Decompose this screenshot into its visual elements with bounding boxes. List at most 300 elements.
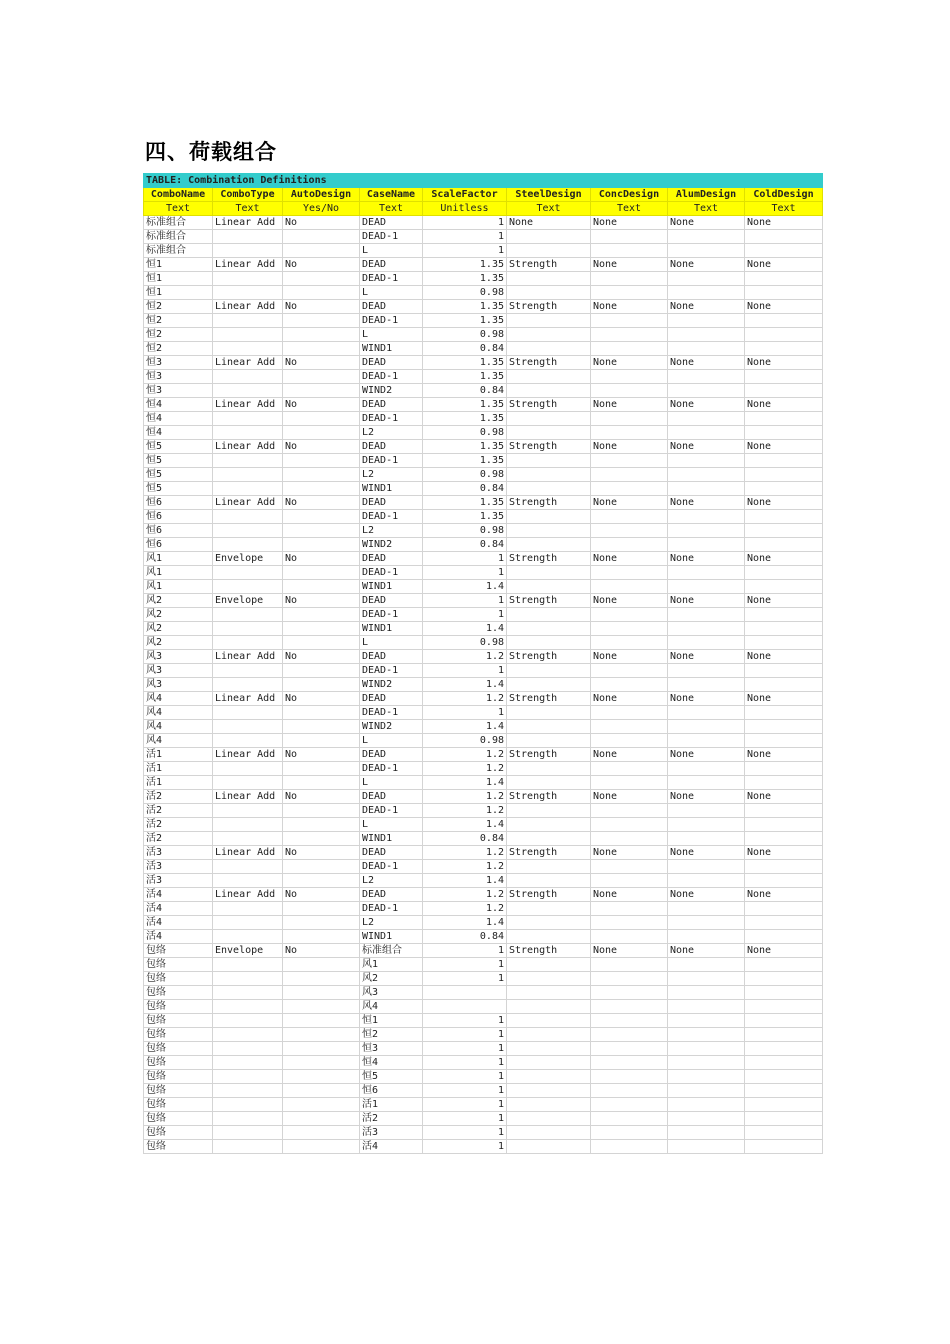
conc-design-cell (591, 622, 668, 636)
combo-type-cell: Linear Add (213, 300, 283, 314)
conc-design-cell (591, 426, 668, 440)
table-row (144, 594, 823, 608)
column-header: CaseName (360, 188, 423, 202)
alum-design-cell (668, 328, 745, 342)
combo-type-cell (213, 1056, 283, 1070)
table-row (144, 930, 823, 944)
conc-design-cell (591, 370, 668, 384)
steel-design-cell (507, 818, 591, 832)
case-name-cell: DEAD (360, 846, 423, 860)
conc-design-cell (591, 384, 668, 398)
conc-design-cell (591, 734, 668, 748)
table-row (144, 664, 823, 678)
steel-design-cell (507, 1140, 591, 1154)
combo-name-cell: 活2 (144, 804, 213, 818)
cold-design-cell (745, 1000, 823, 1014)
cold-design-cell (745, 1126, 823, 1140)
steel-design-cell (507, 230, 591, 244)
case-name-cell: DEAD-1 (360, 510, 423, 524)
alum-design-cell (668, 608, 745, 622)
combo-name-cell: 包络 (144, 944, 213, 958)
unit-cell: Yes/No (283, 202, 360, 216)
case-name-cell: DEAD-1 (360, 454, 423, 468)
table-row (144, 468, 823, 482)
cold-design-cell (745, 1084, 823, 1098)
auto-design-cell (283, 818, 360, 832)
case-name-cell: DEAD (360, 692, 423, 706)
unit-cell: Unitless (423, 202, 507, 216)
table-row (144, 678, 823, 692)
scale-factor-cell: 1 (423, 1126, 507, 1140)
alum-design-cell (668, 244, 745, 258)
alum-design-cell (668, 622, 745, 636)
combo-type-cell (213, 426, 283, 440)
scale-factor-cell: 1.35 (423, 510, 507, 524)
alum-design-cell (668, 510, 745, 524)
alum-design-cell (668, 720, 745, 734)
scale-factor-cell: 0.84 (423, 384, 507, 398)
cold-design-cell: None (745, 300, 823, 314)
cold-design-cell: None (745, 594, 823, 608)
combo-name-cell: 活4 (144, 930, 213, 944)
conc-design-cell: None (591, 216, 668, 230)
combo-type-cell (213, 664, 283, 678)
cold-design-cell (745, 1028, 823, 1042)
cold-design-cell (745, 1140, 823, 1154)
case-name-cell: DEAD-1 (360, 804, 423, 818)
steel-design-cell (507, 1000, 591, 1014)
conc-design-cell (591, 776, 668, 790)
alum-design-cell (668, 832, 745, 846)
combo-name-cell: 恒6 (144, 510, 213, 524)
combo-type-cell: Linear Add (213, 846, 283, 860)
combo-name-cell: 包络 (144, 1028, 213, 1042)
table-row (144, 552, 823, 566)
conc-design-cell (591, 1140, 668, 1154)
scale-factor-cell: 1.4 (423, 776, 507, 790)
scale-factor-cell: 0.98 (423, 524, 507, 538)
combo-name-cell: 风1 (144, 580, 213, 594)
combo-name-cell: 风2 (144, 636, 213, 650)
cold-design-cell (745, 370, 823, 384)
scale-factor-cell: 1 (423, 944, 507, 958)
combo-name-cell: 恒6 (144, 496, 213, 510)
cold-design-cell (745, 482, 823, 496)
table-row (144, 608, 823, 622)
alum-design-cell (668, 580, 745, 594)
combo-type-cell (213, 734, 283, 748)
case-name-cell: 恒6 (360, 1084, 423, 1098)
steel-design-cell (507, 664, 591, 678)
auto-design-cell (283, 314, 360, 328)
alum-design-cell: None (668, 216, 745, 230)
steel-design-cell (507, 1112, 591, 1126)
combo-type-cell (213, 1112, 283, 1126)
cold-design-cell (745, 776, 823, 790)
cold-design-cell: None (745, 888, 823, 902)
combo-name-cell: 恒3 (144, 384, 213, 398)
auto-design-cell (283, 328, 360, 342)
case-name-cell: DEAD (360, 496, 423, 510)
conc-design-cell (591, 468, 668, 482)
combo-name-cell: 包络 (144, 972, 213, 986)
conc-design-cell (591, 328, 668, 342)
cold-design-cell (745, 580, 823, 594)
table-row (144, 342, 823, 356)
steel-design-cell (507, 538, 591, 552)
combo-name-cell: 活2 (144, 832, 213, 846)
auto-design-cell: No (283, 552, 360, 566)
combo-name-cell: 标准组合 (144, 230, 213, 244)
auto-design-cell: No (283, 356, 360, 370)
scale-factor-cell: 1 (423, 1084, 507, 1098)
cold-design-cell (745, 426, 823, 440)
scale-factor-cell: 1 (423, 972, 507, 986)
column-header: ConcDesign (591, 188, 668, 202)
scale-factor-cell: 0.98 (423, 426, 507, 440)
auto-design-cell (283, 566, 360, 580)
combo-type-cell: Linear Add (213, 888, 283, 902)
conc-design-cell (591, 804, 668, 818)
cold-design-cell (745, 972, 823, 986)
table-row (144, 1042, 823, 1056)
case-name-cell: L (360, 818, 423, 832)
auto-design-cell (283, 1084, 360, 1098)
cold-design-cell (745, 958, 823, 972)
scale-factor-cell: 0.84 (423, 538, 507, 552)
alum-design-cell (668, 566, 745, 580)
combo-type-cell (213, 1014, 283, 1028)
conc-design-cell (591, 580, 668, 594)
cold-design-cell (745, 1042, 823, 1056)
alum-design-cell (668, 538, 745, 552)
cold-design-cell (745, 1098, 823, 1112)
combo-name-cell: 恒2 (144, 314, 213, 328)
combo-type-cell (213, 510, 283, 524)
case-name-cell: DEAD (360, 216, 423, 230)
case-name-cell: L2 (360, 524, 423, 538)
combo-type-cell: Linear Add (213, 790, 283, 804)
alum-design-cell (668, 468, 745, 482)
auto-design-cell (283, 902, 360, 916)
cold-design-cell: None (745, 748, 823, 762)
conc-design-cell (591, 986, 668, 1000)
scale-factor-cell: 1 (423, 1042, 507, 1056)
cold-design-cell (745, 804, 823, 818)
combo-name-cell: 恒1 (144, 286, 213, 300)
scale-factor-cell: 1 (423, 594, 507, 608)
steel-design-cell (507, 314, 591, 328)
combo-name-cell: 活3 (144, 846, 213, 860)
table-title-row (144, 174, 823, 188)
combo-name-cell: 活1 (144, 762, 213, 776)
cold-design-cell (745, 412, 823, 426)
scale-factor-cell: 1.2 (423, 846, 507, 860)
auto-design-cell (283, 468, 360, 482)
case-name-cell: DEAD (360, 594, 423, 608)
combo-name-cell: 风2 (144, 608, 213, 622)
case-name-cell: DEAD-1 (360, 902, 423, 916)
alum-design-cell (668, 1042, 745, 1056)
case-name-cell: DEAD-1 (360, 566, 423, 580)
alum-design-cell (668, 1112, 745, 1126)
auto-design-cell (283, 1098, 360, 1112)
column-header: SteelDesign (507, 188, 591, 202)
auto-design-cell: No (283, 398, 360, 412)
case-name-cell: DEAD (360, 258, 423, 272)
cold-design-cell (745, 916, 823, 930)
combo-type-cell (213, 272, 283, 286)
scale-factor-cell: 1.35 (423, 300, 507, 314)
combo-type-cell: Linear Add (213, 496, 283, 510)
cold-design-cell (745, 468, 823, 482)
alum-design-cell (668, 972, 745, 986)
combo-name-cell: 活3 (144, 860, 213, 874)
auto-design-cell (283, 972, 360, 986)
combo-name-cell: 风3 (144, 678, 213, 692)
auto-design-cell: No (283, 216, 360, 230)
combo-type-cell (213, 1126, 283, 1140)
conc-design-cell: None (591, 300, 668, 314)
table-row (144, 1000, 823, 1014)
steel-design-cell: Strength (507, 888, 591, 902)
steel-design-cell (507, 762, 591, 776)
alum-design-cell (668, 286, 745, 300)
scale-factor-cell: 1 (423, 664, 507, 678)
combo-name-cell: 恒2 (144, 328, 213, 342)
table-row (144, 706, 823, 720)
combo-type-cell (213, 916, 283, 930)
table-row (144, 1140, 823, 1154)
case-name-cell: WIND1 (360, 482, 423, 496)
steel-design-cell (507, 636, 591, 650)
steel-design-cell (507, 580, 591, 594)
conc-design-cell (591, 454, 668, 468)
table-row (144, 1112, 823, 1126)
auto-design-cell (283, 1028, 360, 1042)
combo-type-cell (213, 1140, 283, 1154)
cold-design-cell (745, 664, 823, 678)
combo-type-cell (213, 874, 283, 888)
scale-factor-cell: 1.35 (423, 272, 507, 286)
auto-design-cell (283, 720, 360, 734)
conc-design-cell (591, 958, 668, 972)
alum-design-cell (668, 818, 745, 832)
scale-factor-cell: 1.4 (423, 678, 507, 692)
table-row (144, 902, 823, 916)
table-row (144, 510, 823, 524)
combo-type-cell (213, 370, 283, 384)
column-header: AlumDesign (668, 188, 745, 202)
conc-design-cell (591, 482, 668, 496)
table-row (144, 1126, 823, 1140)
unit-cell: Text (144, 202, 213, 216)
combo-name-cell: 标准组合 (144, 244, 213, 258)
table-row (144, 216, 823, 230)
cold-design-cell (745, 1014, 823, 1028)
combo-type-cell (213, 1098, 283, 1112)
unit-row (144, 202, 823, 216)
alum-design-cell (668, 1084, 745, 1098)
alum-design-cell (668, 916, 745, 930)
combo-name-cell: 活2 (144, 790, 213, 804)
case-name-cell: DEAD (360, 650, 423, 664)
scale-factor-cell (423, 1000, 507, 1014)
scale-factor-cell: 1 (423, 1014, 507, 1028)
alum-design-cell (668, 734, 745, 748)
table-row (144, 790, 823, 804)
auto-design-cell (283, 678, 360, 692)
scale-factor-cell: 1 (423, 216, 507, 230)
case-name-cell: 风4 (360, 1000, 423, 1014)
alum-design-cell (668, 1126, 745, 1140)
scale-factor-cell: 0.98 (423, 636, 507, 650)
alum-design-cell (668, 1028, 745, 1042)
combo-name-cell: 恒5 (144, 468, 213, 482)
auto-design-cell (283, 804, 360, 818)
scale-factor-cell: 0.84 (423, 930, 507, 944)
combo-type-cell (213, 902, 283, 916)
case-name-cell: 活4 (360, 1140, 423, 1154)
auto-design-cell (283, 958, 360, 972)
case-name-cell: DEAD-1 (360, 314, 423, 328)
combo-name-cell: 风4 (144, 706, 213, 720)
alum-design-cell (668, 706, 745, 720)
steel-design-cell: Strength (507, 300, 591, 314)
alum-design-cell (668, 426, 745, 440)
column-header: ComboType (213, 188, 283, 202)
conc-design-cell: None (591, 790, 668, 804)
auto-design-cell: No (283, 300, 360, 314)
auto-design-cell (283, 230, 360, 244)
alum-design-cell: None (668, 440, 745, 454)
scale-factor-cell: 0.84 (423, 342, 507, 356)
combo-name-cell: 包络 (144, 1084, 213, 1098)
combo-name-cell: 恒5 (144, 454, 213, 468)
steel-design-cell (507, 454, 591, 468)
combo-name-cell: 活4 (144, 888, 213, 902)
table-row (144, 566, 823, 580)
combo-name-cell: 包络 (144, 1056, 213, 1070)
combo-type-cell: Linear Add (213, 216, 283, 230)
case-name-cell: WIND2 (360, 538, 423, 552)
case-name-cell: WIND2 (360, 678, 423, 692)
combo-name-cell: 恒1 (144, 258, 213, 272)
alum-design-cell: None (668, 748, 745, 762)
steel-design-cell (507, 902, 591, 916)
cold-design-cell: None (745, 846, 823, 860)
cold-design-cell (745, 930, 823, 944)
combo-type-cell (213, 986, 283, 1000)
alum-design-cell (668, 230, 745, 244)
alum-design-cell: None (668, 594, 745, 608)
cold-design-cell: None (745, 216, 823, 230)
combo-name-cell: 恒2 (144, 342, 213, 356)
section-heading: 四、荷载组合 (145, 139, 277, 164)
steel-design-cell (507, 916, 591, 930)
case-name-cell: WIND1 (360, 930, 423, 944)
auto-design-cell: No (283, 258, 360, 272)
alum-design-cell (668, 1056, 745, 1070)
combo-name-cell: 恒4 (144, 412, 213, 426)
cold-design-cell (745, 678, 823, 692)
combo-type-cell (213, 580, 283, 594)
conc-design-cell (591, 818, 668, 832)
steel-design-cell: Strength (507, 552, 591, 566)
case-name-cell: WIND1 (360, 580, 423, 594)
auto-design-cell (283, 342, 360, 356)
steel-design-cell (507, 412, 591, 426)
scale-factor-cell: 0.84 (423, 832, 507, 846)
alum-design-cell (668, 762, 745, 776)
scale-factor-cell: 1 (423, 1112, 507, 1126)
alum-design-cell (668, 874, 745, 888)
cold-design-cell (745, 538, 823, 552)
alum-design-cell (668, 314, 745, 328)
unit-cell: Text (507, 202, 591, 216)
auto-design-cell (283, 510, 360, 524)
conc-design-cell: None (591, 692, 668, 706)
auto-design-cell (283, 482, 360, 496)
conc-design-cell (591, 244, 668, 258)
scale-factor-cell: 1.2 (423, 762, 507, 776)
scale-factor-cell: 1 (423, 608, 507, 622)
case-name-cell: WIND2 (360, 384, 423, 398)
cold-design-cell: None (745, 552, 823, 566)
steel-design-cell (507, 1028, 591, 1042)
alum-design-cell: None (668, 356, 745, 370)
steel-design-cell (507, 328, 591, 342)
scale-factor-cell: 1 (423, 244, 507, 258)
combo-name-cell: 风1 (144, 552, 213, 566)
scale-factor-cell: 1.35 (423, 398, 507, 412)
combo-type-cell (213, 1000, 283, 1014)
auto-design-cell (283, 1070, 360, 1084)
steel-design-cell (507, 608, 591, 622)
steel-design-cell (507, 1014, 591, 1028)
auto-design-cell (283, 1014, 360, 1028)
combo-type-cell (213, 678, 283, 692)
steel-design-cell: Strength (507, 944, 591, 958)
scale-factor-cell: 1 (423, 552, 507, 566)
conc-design-cell (591, 916, 668, 930)
auto-design-cell (283, 622, 360, 636)
conc-design-cell: None (591, 356, 668, 370)
case-name-cell: 活3 (360, 1126, 423, 1140)
auto-design-cell (283, 664, 360, 678)
unit-cell: Text (668, 202, 745, 216)
auto-design-cell: No (283, 650, 360, 664)
conc-design-cell (591, 1000, 668, 1014)
column-header: ColdDesign (745, 188, 823, 202)
scale-factor-cell: 1 (423, 1056, 507, 1070)
conc-design-cell (591, 412, 668, 426)
case-name-cell: L2 (360, 468, 423, 482)
conc-design-cell (591, 860, 668, 874)
steel-design-cell: Strength (507, 356, 591, 370)
table-row (144, 748, 823, 762)
cold-design-cell (745, 622, 823, 636)
combo-type-cell (213, 832, 283, 846)
steel-design-cell (507, 1056, 591, 1070)
conc-design-cell (591, 1070, 668, 1084)
steel-design-cell (507, 524, 591, 538)
unit-cell: Text (591, 202, 668, 216)
auto-design-cell: No (283, 846, 360, 860)
steel-design-cell (507, 860, 591, 874)
combo-type-cell (213, 328, 283, 342)
combo-type-cell: Envelope (213, 552, 283, 566)
